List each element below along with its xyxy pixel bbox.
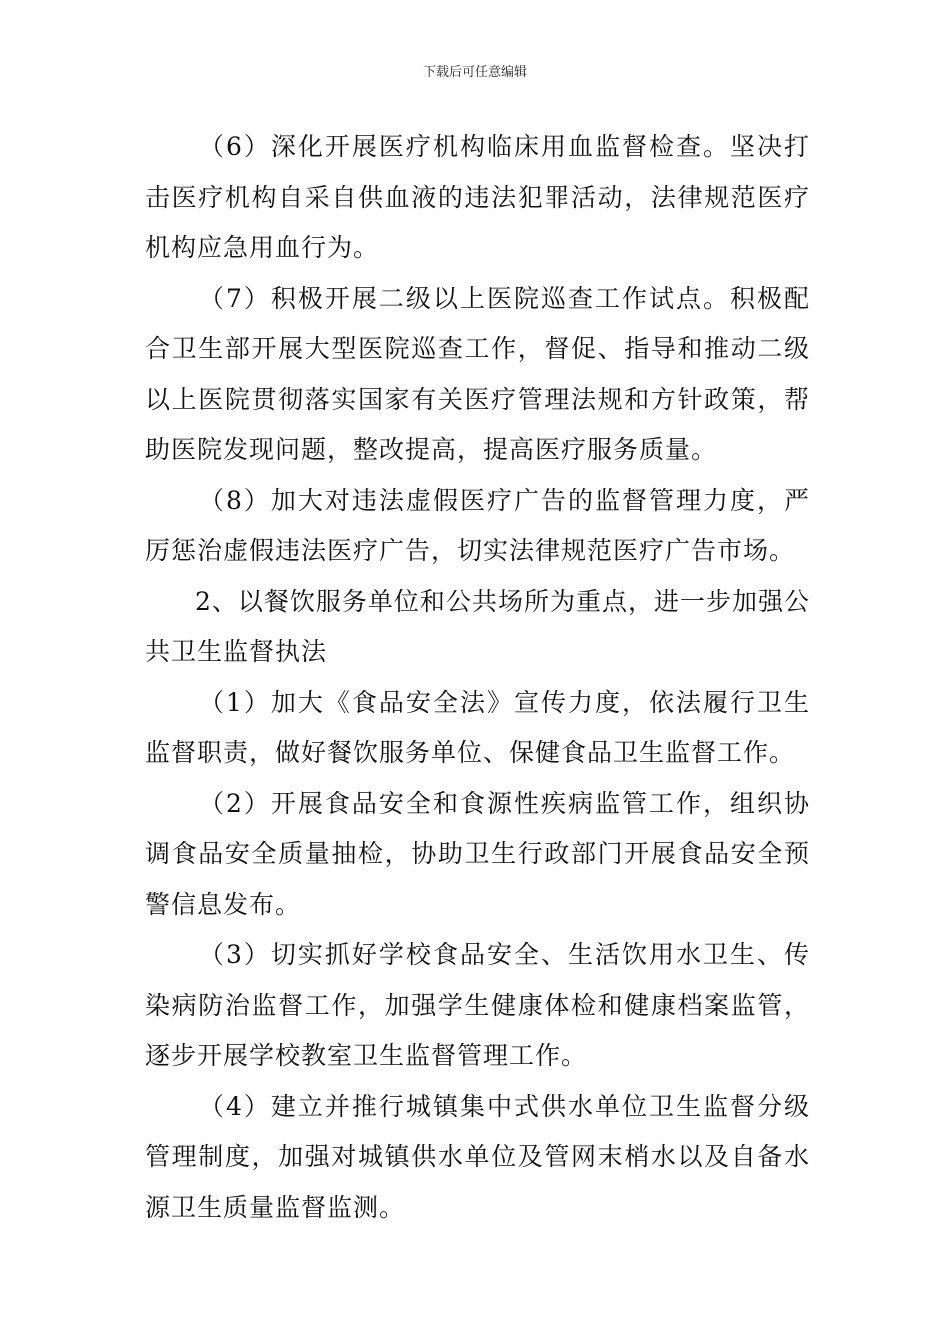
paragraph-item-2: （2）开展食品安全和食源性疾病监管工作，组织协调食品安全质量抽检，协助卫生行政部门开展食品安全预警信息发布。 (145, 788, 810, 919)
paragraph-item-4: （4）建立并推行城镇集中式供水单位卫生监督分级管理制度，加强对城镇供水单位及管网末梢水以及自备水源卫生质量监督监测。 (145, 1091, 810, 1222)
paragraph-item-1: （1）加大《食品安全法》宣传力度，依法履行卫生监督职责，做好餐饮服务单位、保健食品卫生监督工作。 (145, 687, 810, 767)
paragraph-item-3: （3）切实抓好学校食品安全、生活饮用水卫生、传染病防治监督工作，加强学生健康体检和健康档案监管，逐步开展学校教室卫生监督管理工作。 (145, 940, 810, 1070)
section-heading-2: 2、以餐饮服务单位和公共场所为重点，进一步加强公共卫生监督执法 (145, 586, 810, 666)
page-header-note: 下载后可任意编辑 (422, 65, 527, 80)
paragraph-item-6: （6）深化开展医疗机构临床用血监督检查。坚决打击医疗机构自采自供血液的违法犯罪活动，法律规范医疗机构应急用血行为。 (145, 132, 810, 262)
document-body (145, 122, 810, 1233)
paragraph-item-8: （8）加大对违法虚假医疗广告的监督管理力度，严厉惩治虚假违法医疗广告，切实法律规范医疗广告市场。 (145, 485, 810, 565)
paragraph-item-7: （7）积极开展二级以上医院巡查工作试点。积极配合卫生部开展大型医院巡查工作，督促、指导和推动二级以上医院贯彻落实国家有关医疗管理法规和方针政策，帮助医院发现问题，整改提高，提高医疗服务质量。 (145, 283, 810, 464)
